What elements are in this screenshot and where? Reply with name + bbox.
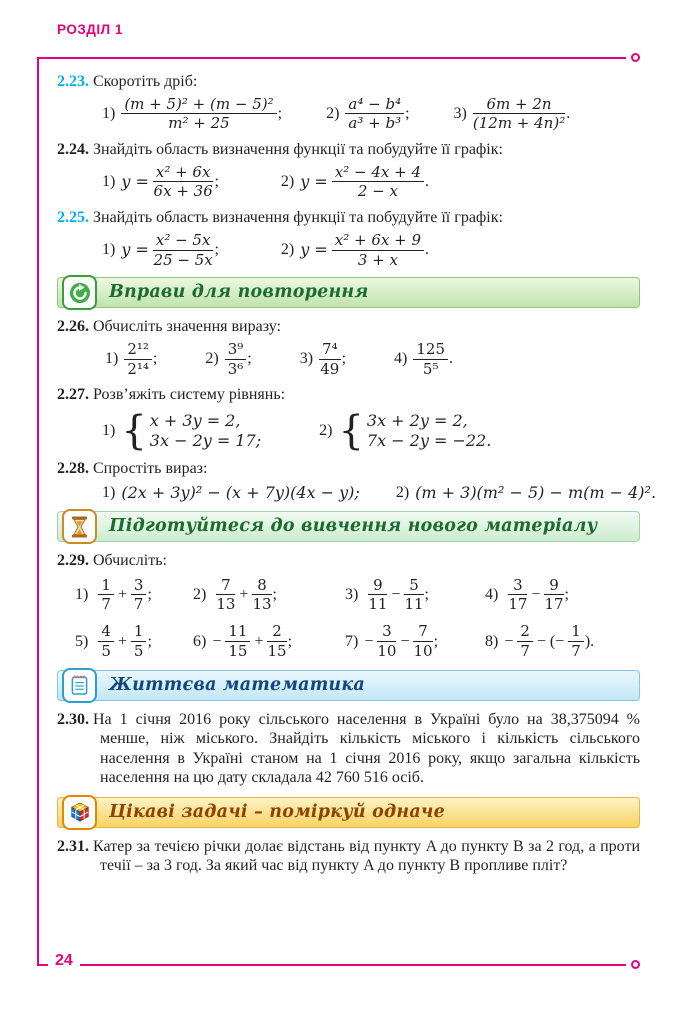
problem-body-text: На 1 січня 2016 року сільського населення в Україні було на 38,375094 % менше, ніж міського. Знайдіть кількість міського і кількість сільського населення в Україні станом на 1 січня 2016 року, якщо загальна кількість населення на цю дату складала 42 760 516 осіб. (93, 710, 640, 787)
problem-number: 2.25. (57, 209, 89, 227)
system-equations (367, 411, 491, 451)
problem-title (57, 140, 640, 160)
math-item (300, 341, 346, 378)
punctuation: ; (277, 105, 283, 123)
punctuation: ; (152, 350, 158, 368)
problem-2-29 (57, 551, 640, 660)
item-label: 2) (326, 105, 340, 123)
denominator: 13 (216, 595, 236, 614)
fraction (252, 577, 271, 614)
denominator: 17 (544, 595, 564, 614)
fraction (413, 341, 448, 378)
problem-title (57, 317, 640, 337)
problem-title-text: Спростіть вираз: (93, 459, 208, 477)
punctuation: ; (214, 173, 219, 191)
denominator: 10 (377, 641, 397, 660)
denominator: 5 (133, 641, 144, 660)
math-item (105, 341, 157, 378)
math-grid (75, 577, 640, 660)
banner-prepare (57, 511, 640, 542)
item-label: 1) (102, 105, 116, 123)
sign: − (212, 632, 222, 650)
fraction (98, 577, 114, 614)
fraction (124, 341, 152, 378)
punctuation: ; (433, 632, 439, 650)
problem-title (57, 72, 640, 92)
punctuation: ; (405, 105, 410, 123)
punctuation: . (566, 105, 571, 123)
math-item (102, 96, 282, 133)
item-label: 4) (394, 350, 408, 368)
expression: (2x + 3y)² − (x + 7y)(4x − y); (121, 482, 360, 502)
denominator: m² + 25 (168, 114, 230, 133)
fraction (267, 623, 286, 660)
math-item (326, 96, 409, 133)
banner-review (57, 277, 640, 308)
problem-2-23 (57, 72, 640, 132)
numerator: a⁴ − b⁴ (345, 96, 404, 115)
fraction (345, 96, 404, 133)
top-rule (38, 57, 626, 59)
denominator: 3⁶ (227, 359, 244, 378)
math-item (205, 341, 251, 378)
math-item (102, 232, 219, 269)
math-item (281, 164, 429, 201)
fraction (544, 577, 563, 614)
problem-2-25 (57, 208, 640, 268)
refresh-icon (62, 275, 97, 310)
numerator: 1 (131, 623, 147, 642)
numerator: 1 (568, 623, 584, 642)
numerator: x² − 5x (153, 232, 214, 251)
operator: + (254, 632, 264, 650)
fraction (216, 577, 235, 614)
item-label: 3) (299, 350, 314, 368)
problem-title (57, 385, 640, 405)
formula-prefix: y = (121, 172, 149, 192)
denominator: 10 (413, 641, 433, 660)
punctuation: ; (147, 632, 152, 650)
problem-title-text: Знайдіть область визначення функції та побудуйте її графік: (93, 209, 503, 227)
denominator: 6x + 36 (153, 182, 213, 201)
item-label: 1) (102, 422, 116, 440)
punctuation: ; (272, 586, 277, 604)
problem-title (57, 208, 640, 228)
sign: − (364, 632, 374, 650)
numerator: x² − 4x + 4 (332, 164, 424, 183)
equation: 3x − 2y = 17; (149, 431, 262, 451)
numerator: 3 (131, 577, 147, 596)
denominator: 5⁵ (422, 359, 439, 378)
operator: + (117, 632, 127, 650)
equation-system (121, 407, 262, 454)
banner-life-math (57, 670, 640, 701)
operator: − (− (536, 632, 565, 650)
numerator: 7 (413, 623, 432, 642)
item-label: 7) (345, 632, 359, 650)
problem-title (57, 551, 640, 571)
problem-number: 2.28. (57, 459, 89, 477)
equation: x + 3y = 2, (149, 410, 241, 430)
banner-label: Підготуйтеся до вивчення нового матеріалу (109, 515, 598, 536)
chapter-header: РОЗДІЛ 1 (57, 22, 123, 37)
equation-system (338, 407, 492, 454)
fraction (377, 623, 396, 660)
math-item (193, 623, 345, 660)
banner-label: Вправи для повторення (109, 282, 369, 303)
numerator: x² + 6x (153, 164, 214, 183)
fraction (508, 577, 527, 614)
numerator: 4 (98, 623, 114, 642)
denominator: 13 (252, 595, 272, 614)
equation: 3x + 2y = 2, (366, 410, 468, 430)
item-label: 2) (280, 241, 295, 259)
formula-prefix: y = (121, 240, 149, 260)
fraction (225, 341, 247, 378)
item-label: 5) (75, 632, 89, 650)
math-item (75, 623, 193, 660)
item-label: 3) (345, 586, 359, 604)
problem-2-27 (57, 385, 640, 454)
problem-title-text: Обчисліть значення виразу: (93, 318, 281, 336)
item-label: 2) (319, 422, 333, 440)
denominator: 15 (267, 641, 287, 660)
problem-number: 2.30. (57, 710, 89, 728)
item-label: 6) (193, 632, 207, 650)
denominator: 5 (101, 641, 111, 660)
problem-2-31 (57, 837, 640, 876)
item-label: 1) (102, 241, 116, 259)
punctuation: . (449, 350, 454, 368)
problem-number: 2.29. (57, 552, 89, 570)
fraction (568, 623, 584, 660)
problem-title-text: Скоротіть дріб: (93, 73, 198, 90)
numerator: 7⁴ (319, 341, 341, 360)
fraction (332, 164, 424, 201)
numerator: 9 (544, 577, 563, 596)
page-content (57, 66, 657, 880)
problem-body-text: Катер за течією річки долає відстань від пункту A до пункту B за 2 год, а проти течії – за 3 год. За який час від пункту A до пункту B пропливе пліт? (93, 837, 640, 875)
numerator: 2 (267, 623, 286, 642)
problem-2-28 (57, 459, 657, 502)
operator: − (391, 586, 401, 604)
item-label: 2) (205, 350, 219, 368)
notebook-icon (62, 668, 97, 703)
problem-text (57, 710, 640, 788)
numerator: (m + 5)² + (m − 5)² (121, 96, 276, 115)
problem-title-text: Обчисліть: (93, 552, 167, 570)
math-row (102, 482, 657, 503)
numerator: 3 (508, 577, 527, 596)
numerator: x² + 6x + 9 (332, 232, 424, 251)
sign: − (504, 632, 514, 650)
cube-icon (62, 795, 97, 830)
problem-title-text: Знайдіть область визначення функції та побудуйте її графік: (93, 141, 503, 159)
operator: − (531, 586, 541, 604)
denominator: 15 (228, 641, 248, 660)
numerator: 125 (413, 341, 448, 360)
numerator: 6m + 2n (473, 96, 565, 115)
math-item (485, 623, 640, 660)
fraction (131, 623, 147, 660)
denominator: 2¹⁴ (127, 359, 149, 378)
problem-number: 2.24. (57, 141, 89, 159)
punctuation: . (425, 173, 429, 191)
denominator: 2 − x (357, 182, 398, 201)
formula-prefix: y = (300, 172, 328, 192)
item-label: 1) (102, 173, 116, 191)
fraction (517, 623, 533, 660)
math-item (102, 164, 219, 201)
item-label: 1) (105, 350, 119, 368)
math-item (396, 483, 656, 503)
formula-prefix: y = (300, 240, 328, 260)
punctuation: ; (214, 241, 219, 259)
problem-number: 2.26. (57, 318, 89, 336)
left-rule (37, 57, 39, 966)
system-equations (150, 411, 261, 451)
problem-2-26 (57, 317, 640, 377)
math-item (394, 341, 453, 378)
math-item (345, 623, 485, 660)
item-label: 2) (193, 586, 207, 604)
fraction (98, 623, 114, 660)
item-label: 4) (485, 586, 499, 604)
denominator: 7 (571, 641, 581, 660)
numerator: 7 (216, 577, 235, 596)
denominator: 7 (520, 641, 530, 660)
numerator: 3 (377, 623, 396, 642)
numerator: 2 (517, 623, 533, 642)
math-item (345, 577, 485, 614)
fraction (225, 623, 250, 660)
punctuation: . (425, 241, 429, 259)
operator: − (400, 632, 410, 650)
item-label: 3) (453, 105, 467, 123)
math-row (105, 341, 640, 378)
numerator: 5 (404, 577, 423, 596)
punctuation: ; (247, 350, 252, 368)
math-item (75, 577, 193, 614)
fraction (319, 341, 341, 378)
problem-number: 2.27. (57, 386, 89, 404)
punctuation: ; (341, 350, 347, 368)
banner-label: Цікаві задачі – поміркуй одначе (109, 801, 445, 822)
numerator: 9 (368, 577, 387, 596)
problem-2-30 (57, 710, 640, 788)
expression: (m + 3)(m² − 5) − m(m − 4)². (415, 482, 657, 502)
fraction (131, 577, 147, 614)
punctuation: ; (287, 632, 293, 650)
denominator: 7 (101, 595, 111, 614)
fraction (473, 96, 565, 133)
system-item (319, 407, 492, 454)
rule-end-ring (631, 53, 640, 62)
problem-text (57, 837, 640, 876)
punctuation: ; (424, 586, 429, 604)
punctuation: ; (564, 586, 569, 604)
item-label: 2) (280, 173, 295, 191)
item-label: 8) (485, 632, 499, 650)
fraction (121, 96, 276, 133)
numerator: 1 (98, 577, 114, 596)
punctuation: ; (147, 586, 152, 604)
fraction (413, 623, 432, 660)
numerator: 2¹² (124, 341, 152, 360)
banner-label: Життєва математика (109, 674, 365, 695)
fraction (404, 577, 423, 614)
system-brace: { (121, 407, 147, 454)
denominator: 3 + x (357, 250, 398, 269)
system-item (102, 407, 262, 454)
math-item (485, 577, 640, 614)
bottom-rule (38, 964, 626, 966)
denominator: 49 (320, 359, 340, 378)
math-item (193, 577, 345, 614)
item-label: 1) (102, 483, 116, 501)
math-item (281, 232, 429, 269)
problem-2-24 (57, 140, 640, 200)
problem-number: 2.31. (57, 837, 89, 855)
math-row (102, 96, 640, 133)
hourglass-icon (62, 509, 97, 544)
denominator: 11 (404, 595, 424, 614)
math-item (454, 96, 571, 133)
item-label: 1) (75, 586, 89, 604)
denominator: 25 − 5x (153, 250, 213, 269)
fraction (153, 232, 214, 269)
problem-title (57, 459, 640, 479)
fraction (153, 164, 214, 201)
page-number: 24 (48, 952, 80, 970)
denominator: (12m + 4n)² (472, 114, 566, 133)
denominator: a³ + b³ (348, 114, 402, 133)
punctuation: ). (584, 632, 595, 650)
rule-end-ring (631, 960, 640, 969)
numerator: 3⁹ (225, 341, 247, 360)
equation: 7x − 2y = −22. (366, 431, 492, 451)
math-row (102, 232, 640, 269)
math-row (102, 164, 640, 201)
operator: + (239, 586, 249, 604)
denominator: 17 (508, 595, 528, 614)
numerator: 8 (252, 577, 271, 596)
math-item (102, 483, 360, 503)
problem-number: 2.23. (57, 73, 89, 90)
banner-fun-tasks (57, 797, 640, 828)
operator: + (117, 586, 127, 604)
denominator: 11 (368, 595, 388, 614)
fraction (368, 577, 387, 614)
numerator: 11 (225, 623, 250, 642)
denominator: 7 (133, 595, 144, 614)
problem-title-text: Розв’яжіть систему рівнянь: (93, 386, 286, 404)
item-label: 2) (395, 483, 410, 501)
fraction (332, 232, 424, 269)
math-row (102, 407, 640, 454)
system-brace: { (338, 407, 364, 454)
